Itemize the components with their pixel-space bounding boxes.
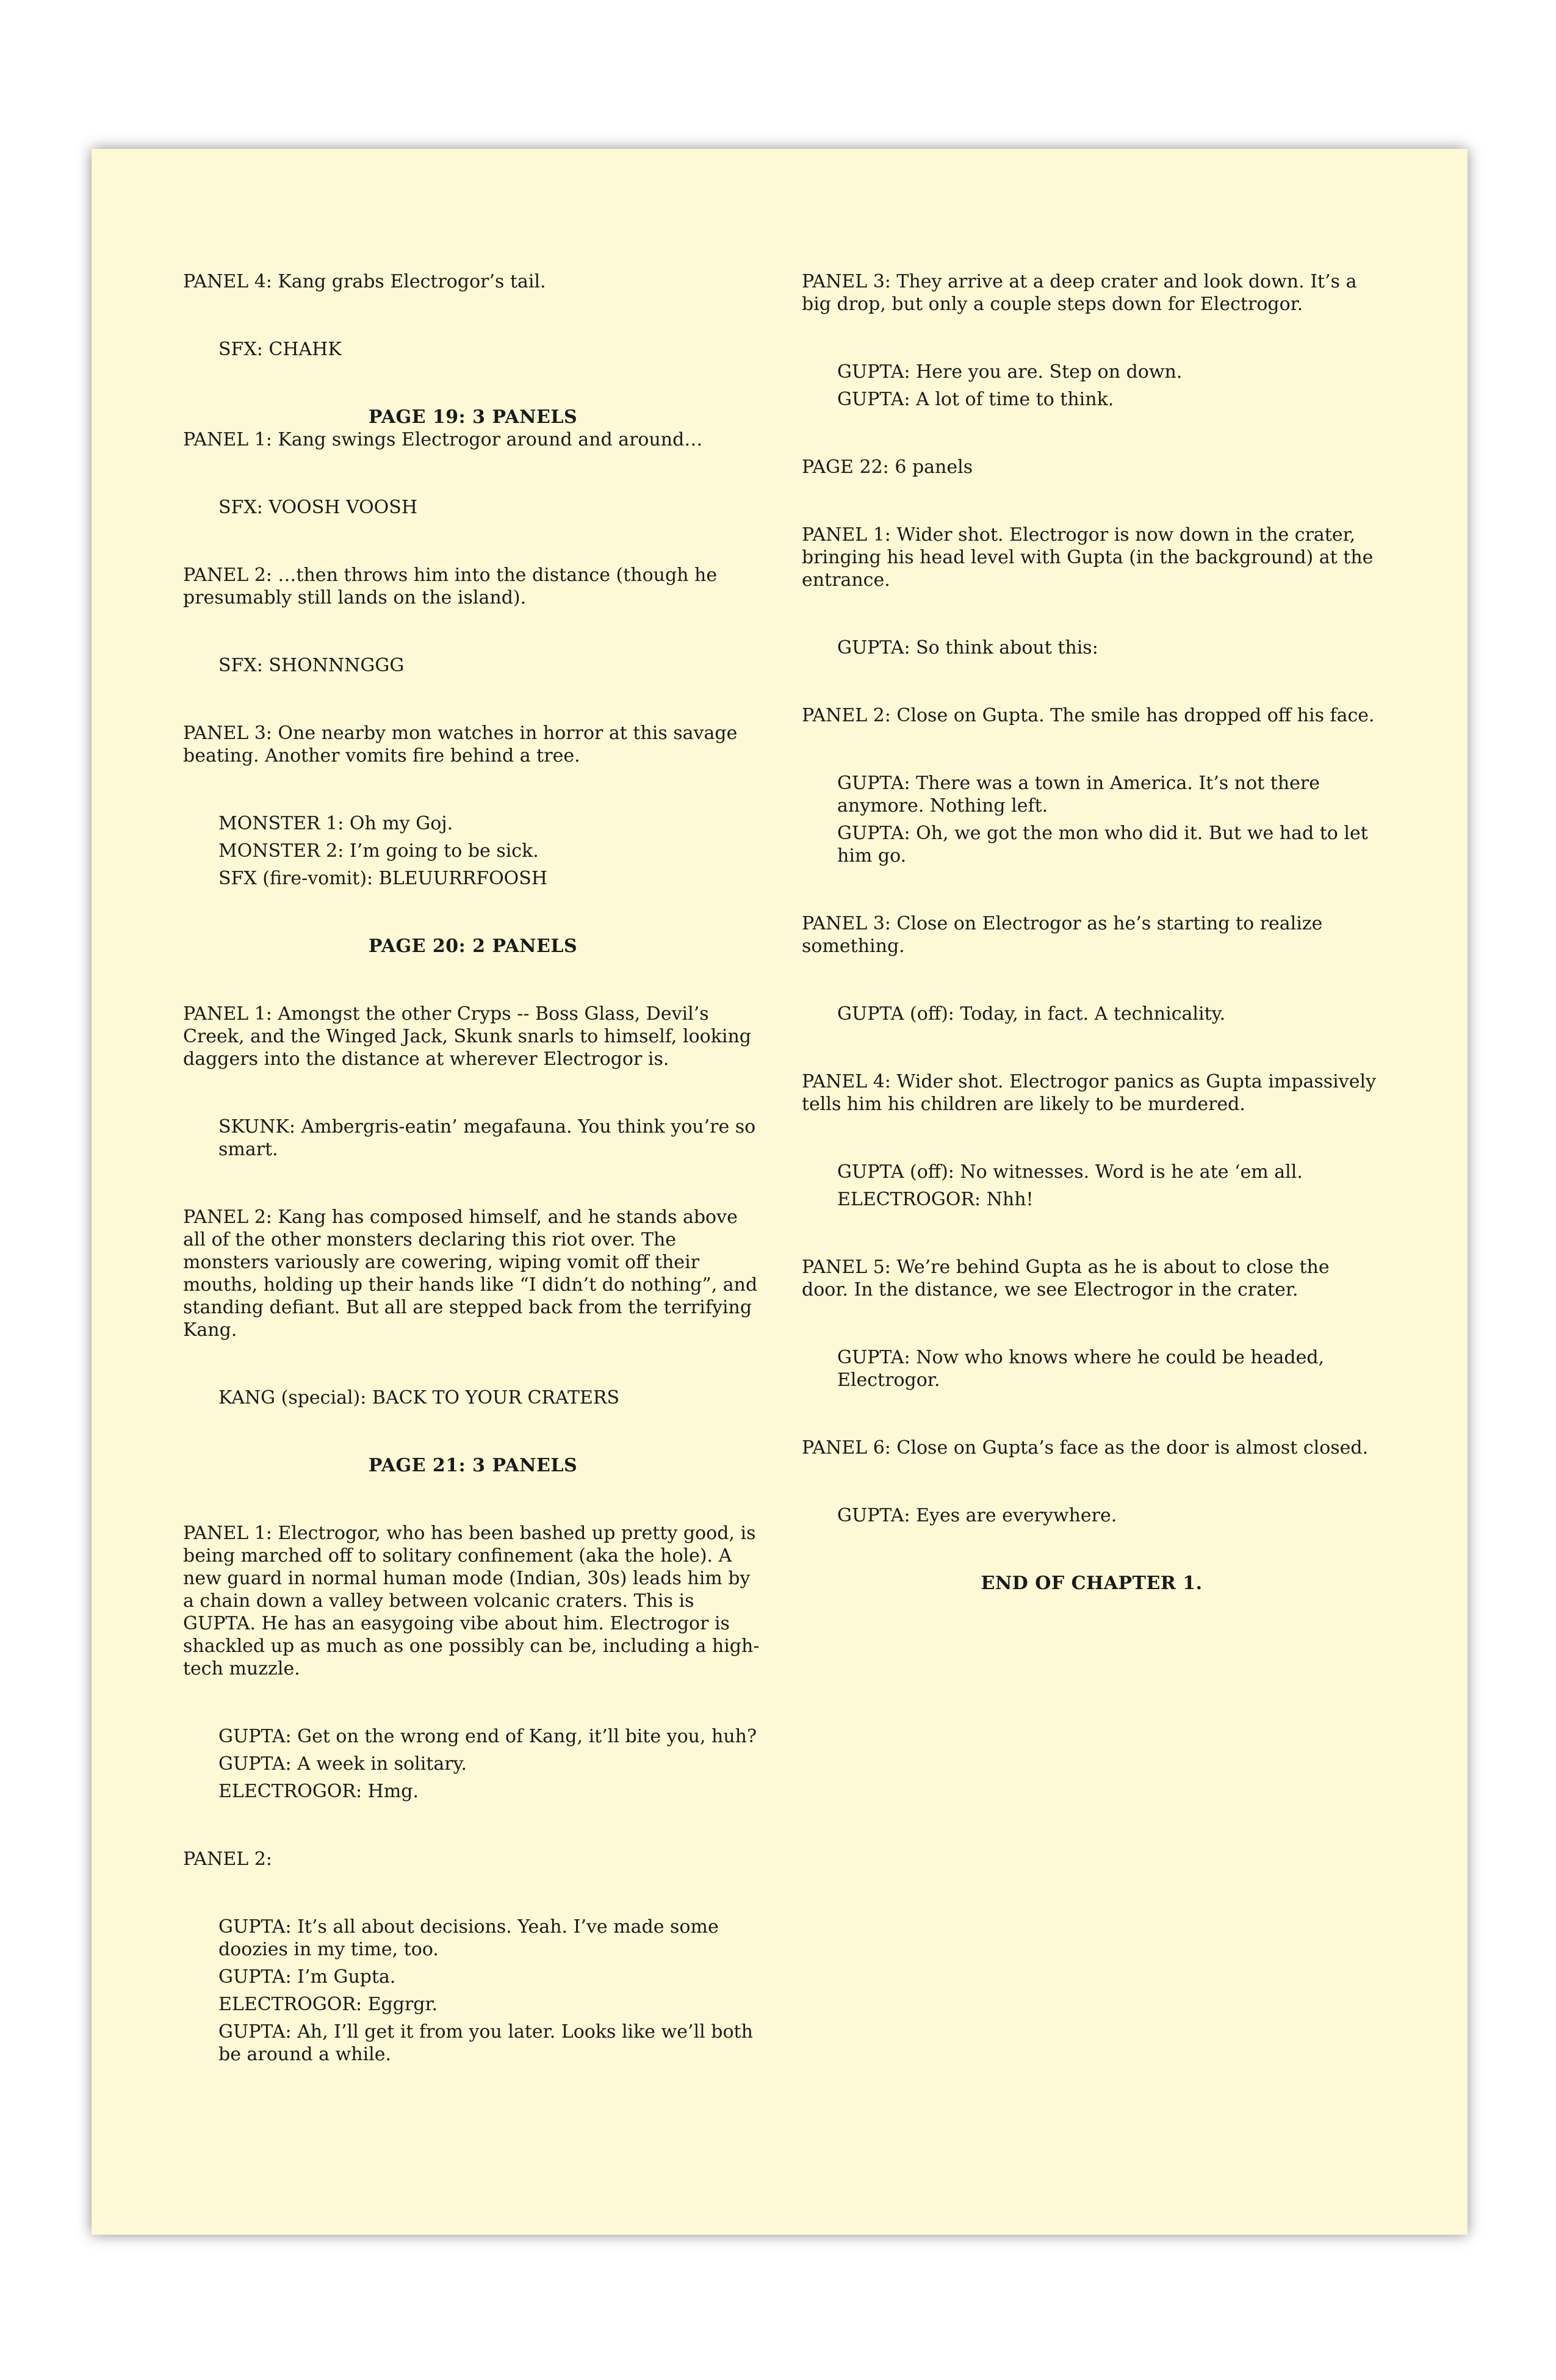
panel-description: PANEL 3: Close on Electrogor as he’s starting to realize something. [802, 913, 1323, 957]
dialogue-line: GUPTA (off): No witnesses. Word is he ate ‘em all. [837, 1161, 1303, 1183]
panel-description: PANEL 2: Kang has composed himself, and he stands above all of the other monsters declaring this riot over. The monsters variously are cowering, wiping vomit off their mouths, holding up their hands like “I didn’t do nothing”, and standing defiant. But all are stepped back from the terrifying Kang. [183, 1206, 758, 1341]
panel-description: PANEL 5: We’re behind Gupta as he is about to close the door. In the distance, we see Electrogor in the crater. [802, 1257, 1330, 1300]
sfx-line: SFX: VOOSH VOOSH [218, 497, 417, 518]
dialogue-line: MONSTER 2: I’m going to be sick. [218, 840, 539, 862]
panel-description: PANEL 2: [183, 1848, 272, 1870]
sfx-line: SFX: CHAHK [218, 339, 342, 360]
dialogue-line: GUPTA: Ah, I’ll get it from you later. Looks like we’ll both be around a while. [218, 2021, 753, 2065]
dialogue-line: GUPTA (off): Today, in fact. A technicality. [837, 1003, 1226, 1025]
dialogue-line: GUPTA: There was a town in America. It’s not there anymore. Nothing left. [837, 773, 1320, 817]
dialogue-line: ELECTROGOR: Hmg. [218, 1781, 419, 1802]
sfx-line: SFX (fire-vomit): BLEUURRFOOSH [218, 868, 547, 889]
dialogue-line: GUPTA: Eyes are everywhere. [837, 1505, 1117, 1526]
panel-description: PANEL 1: Electrogor, who has been bashed up pretty good, is being marched off to solitary confinement (aka the hole). A new guard in normal human mode (Indian, 30s) leads him by a chain down a valley between volcanic craters. This is GUPTA. He has an easygoing vibe about him. Electrogor is shackled up as much as one possibly can be, including a high-tech muzzle. [183, 1523, 760, 1679]
panel-description: PANEL 2: Close on Gupta. The smile has dropped off his face. [802, 705, 1375, 726]
sfx-line: SFX: SHONNNGGG [218, 655, 405, 676]
page-heading: PAGE 19: 3 PANELS [368, 406, 578, 428]
left-column [183, 270, 763, 2066]
dialogue-line: KANG (special): BACK TO YOUR CRATERS [218, 1387, 620, 1408]
end-of-chapter-heading: END OF CHAPTER 1. [981, 1573, 1203, 1594]
page-heading: PAGE 20: 2 PANELS [368, 936, 578, 957]
dialogue-line: GUPTA: Oh, we got the mon who did it. But we had to let him go. [837, 823, 1368, 867]
script-page [92, 149, 1468, 2235]
dialogue-line: GUPTA: Here you are. Step on down. [837, 361, 1183, 383]
panel-description: PANEL 4: Wider shot. Electrogor panics as Gupta impassively tells him his children are likely to be murdered. [802, 1071, 1377, 1115]
panel-description: PANEL 1: Kang swings Electrogor around and around… [183, 429, 703, 450]
dialogue-line: GUPTA: A lot of time to think. [837, 389, 1114, 410]
right-column [802, 270, 1381, 1595]
panel-description: PANEL 2: …then throws him into the distance (though he presumably still lands on the island). [183, 564, 718, 608]
dialogue-line: MONSTER 1: Oh my Goj. [218, 813, 453, 834]
panel-description: PANEL 3: They arrive at a deep crater and look down. It’s a big drop, but only a couple steps down for Electrogor. [802, 271, 1357, 315]
dialogue-line: GUPTA: A week in solitary. [218, 1753, 467, 1775]
panel-description: PANEL 4: Kang grabs Electrogor’s tail. [183, 271, 546, 292]
panel-description: PANEL 3: One nearby mon watches in horror at this savage beating. Another vomits fire behind a tree. [183, 723, 738, 766]
page-heading: PAGE 21: 3 PANELS [368, 1455, 578, 1476]
dialogue-line: ELECTROGOR: Nhh! [837, 1189, 1034, 1210]
dialogue-line: GUPTA: So think about this: [837, 637, 1098, 658]
dialogue-line: GUPTA: I’m Gupta. [218, 1966, 396, 1988]
panel-description: PANEL 1: Amongst the other Cryps -- Boss Glass, Devil’s Creek, and the Winged Jack, Skunk snarls to himself, looking daggers into the distance at wherever Electrogor is. [183, 1003, 751, 1070]
panel-description: PANEL 1: Wider shot. Electrogor is now down in the crater, bringing his head level with Gupta (in the background) at the entrance. [802, 524, 1374, 591]
panel-description: PANEL 6: Close on Gupta’s face as the door is almost closed. [802, 1437, 1369, 1459]
dialogue-line: GUPTA: Get on the wrong end of Kang, it’ll bite you, huh? [218, 1726, 757, 1747]
dialogue-line: GUPTA: Now who knows where he could be headed, Electrogor. [837, 1347, 1325, 1391]
dialogue-line: ELECTROGOR: Eggrgr. [218, 1994, 438, 2015]
dialogue-line: SKUNK: Ambergris-eatin’ megafauna. You think you’re so smart. [218, 1116, 756, 1160]
page-heading: PAGE 22: 6 panels [802, 456, 973, 478]
dialogue-line: GUPTA: It’s all about decisions. Yeah. I’ve made some doozies in my time, too. [218, 1916, 719, 1960]
